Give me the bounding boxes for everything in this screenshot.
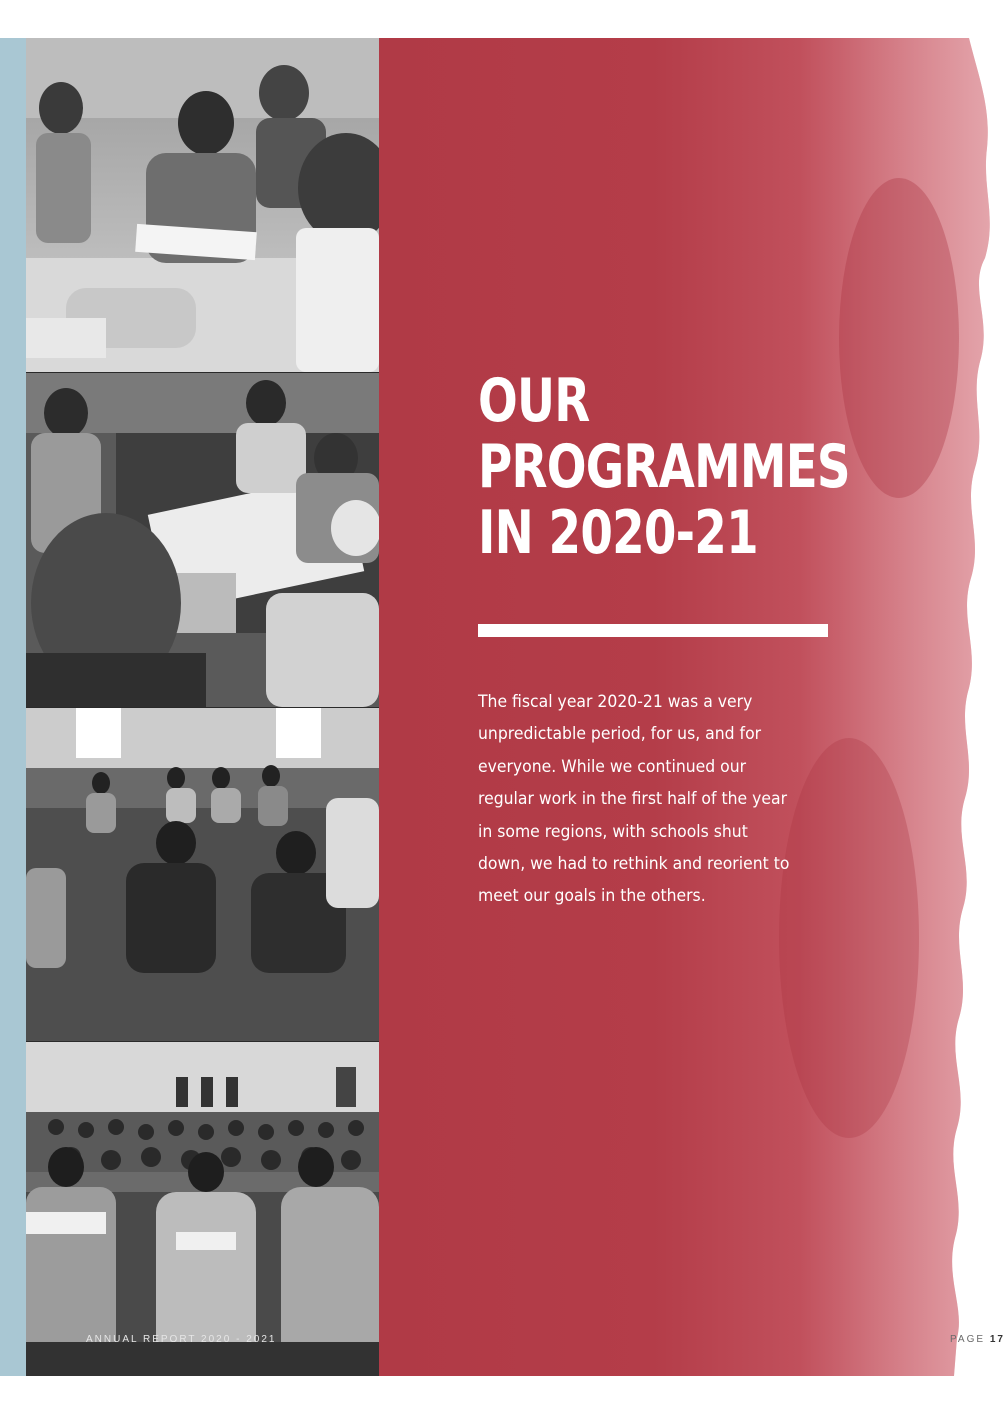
footer-page-label — [950, 1334, 1005, 1345]
photo-column — [26, 38, 379, 1376]
photo-circle-meeting — [26, 708, 379, 1041]
title-divider — [478, 624, 828, 637]
page-number: 17 — [989, 1334, 1005, 1345]
report-page — [0, 38, 1005, 1376]
left-blue-strip — [0, 38, 26, 1376]
page-title — [478, 368, 878, 566]
title-line-2: PROGRAMMES — [478, 432, 850, 502]
photo-classroom-training — [26, 1042, 379, 1376]
title-line-1: OUR — [478, 366, 590, 436]
title-line-3: IN 2020-21 — [478, 498, 758, 568]
page-label: PAGE — [950, 1334, 986, 1345]
photo-students-drawing — [26, 38, 379, 372]
photo-group-workshop — [26, 373, 379, 707]
footer-report-label: ANNUAL REPORT 2020 - 2021 — [86, 1334, 277, 1345]
intro-paragraph: The fiscal year 2020-21 was a very unpredictable period, for us, and for everyone. While we continued our regular work in the first half of the year in some regions, with schools shut down, we had to rethink and reorient to meet our goals in the others. — [478, 692, 790, 907]
